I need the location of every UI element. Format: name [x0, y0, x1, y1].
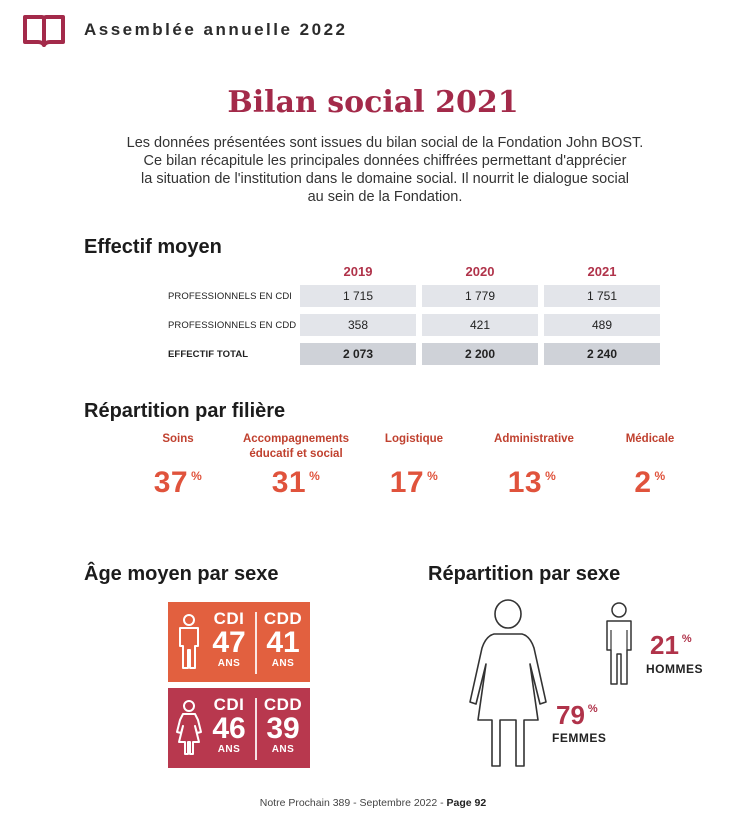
divider [255, 612, 257, 674]
page-number: Page 92 [446, 797, 487, 809]
table-cell: 358 [300, 314, 416, 336]
femmes-label: FEMMES [552, 731, 607, 745]
year-header: 2021 [587, 264, 617, 279]
cdi-age: 46 [212, 712, 246, 745]
filiere-label-line: Soins [162, 433, 194, 445]
table-cell: 1 715 [300, 285, 416, 307]
footer-text: Notre Prochain 389 - Septembre 2022 - [259, 797, 447, 809]
percent-sign: % [654, 469, 666, 483]
row-label-total: EFFECTIF TOTAL [168, 349, 249, 360]
filiere-value [128, 466, 228, 500]
row-label-cdd: PROFESSIONNELS EN CDD [168, 320, 297, 331]
row-label-cdi: PROFESSIONNELS EN CDI [168, 291, 293, 302]
year-header: 2019 [343, 264, 373, 279]
age-cdi-block [204, 696, 254, 756]
cdi-label: CDI [213, 695, 245, 714]
intro-line: au sein de la Fondation. [307, 189, 463, 205]
percent-sign: % [309, 469, 321, 483]
age-unit: ANS [217, 744, 241, 755]
filiere-number: 31 [271, 466, 307, 499]
filiere-label [600, 432, 700, 447]
woman-outline-icon [466, 598, 550, 770]
filiere-label [364, 432, 464, 447]
percent-sign: % [587, 703, 598, 715]
cdd-label: CDD [263, 695, 303, 714]
filiere-number: 37 [153, 466, 189, 499]
intro-line: Les données présentées sont issues du bilan social de la Fondation John BOST. [126, 135, 644, 151]
age-heading: Âge moyen par sexe [84, 563, 279, 585]
man-icon [176, 614, 202, 672]
filiere-label [476, 432, 592, 447]
filiere-label-line: Logistique [384, 433, 444, 445]
divider [255, 698, 257, 760]
cdd-age: 41 [266, 626, 300, 659]
filiere-label-line: éducatif et social [249, 448, 343, 460]
femmes-value: 79 [556, 700, 585, 730]
percent-sign: % [545, 469, 557, 483]
cdd-label: CDD [263, 609, 303, 628]
table-cell: 421 [422, 314, 538, 336]
filiere-label-line: Administrative [494, 433, 574, 445]
percent-sign: % [191, 469, 203, 483]
cdd-age: 39 [266, 712, 300, 745]
sexe-heading: Répartition par sexe [428, 563, 621, 585]
age-box-women [168, 688, 310, 768]
table-cell-total: 2 073 [300, 343, 416, 365]
table-cell-total: 2 200 [422, 343, 538, 365]
age-cdi-block [204, 610, 254, 670]
woman-icon [174, 700, 204, 758]
table-cell: 1 751 [544, 285, 660, 307]
man-outline-icon [602, 602, 636, 686]
percent-sign: % [427, 469, 439, 483]
header-title: Assemblée annuelle 2022 [84, 20, 348, 39]
page-footer [0, 797, 746, 809]
table-cell: 489 [544, 314, 660, 336]
filiere-label [228, 432, 364, 462]
filiere-value [246, 466, 346, 500]
filiere-number: 17 [389, 466, 425, 499]
cdi-age: 47 [212, 626, 246, 659]
hommes-value: 21 [650, 630, 679, 660]
page-title: Bilan social 2021 [227, 85, 519, 120]
hommes-label: HOMMES [646, 662, 703, 676]
intro-text [120, 134, 650, 206]
age-unit: ANS [271, 744, 295, 755]
filiere-number: 13 [507, 466, 543, 499]
year-header: 2020 [465, 264, 495, 279]
age-cdd-block [258, 610, 308, 670]
intro-line: Ce bilan récapitule les principales données chiffrées permettant d'apprécier [143, 153, 627, 169]
hommes-percent [650, 630, 692, 661]
filiere-label-line: Médicale [625, 433, 675, 445]
age-unit: ANS [217, 658, 241, 669]
age-cdd-block [258, 696, 308, 756]
femmes-percent [556, 700, 598, 731]
age-unit: ANS [271, 658, 295, 669]
filiere-label-line: Accompagnements [242, 433, 350, 445]
table-cell: 1 779 [422, 285, 538, 307]
filiere-number: 2 [634, 466, 652, 499]
intro-line: la situation de l'institution dans le domaine social. Il nourrit le dialogue social [141, 171, 629, 187]
filiere-heading: Répartition par filière [84, 400, 286, 422]
filiere-label [128, 432, 228, 447]
age-box-men [168, 602, 310, 682]
percent-sign: % [681, 633, 692, 645]
filiere-value [600, 466, 700, 500]
cdi-label: CDI [213, 609, 245, 628]
table-cell-total: 2 240 [544, 343, 660, 365]
filiere-value [482, 466, 582, 500]
book-icon [22, 14, 66, 48]
filiere-value [364, 466, 464, 500]
effectif-heading: Effectif moyen [84, 236, 222, 258]
